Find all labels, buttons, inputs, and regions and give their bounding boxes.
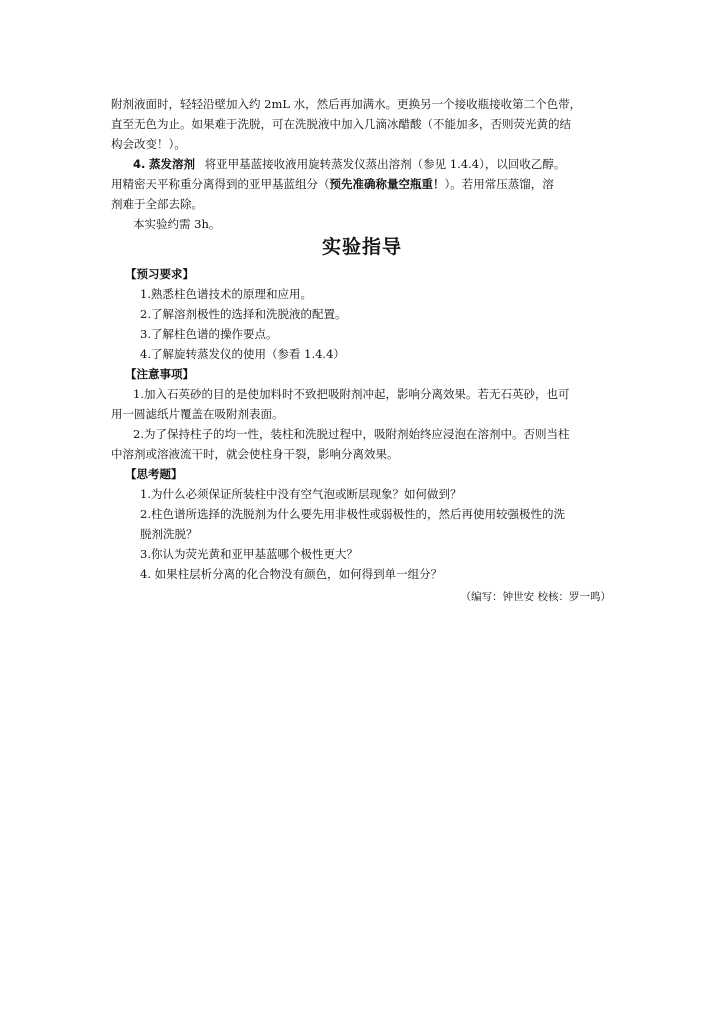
author-signature: （编写：钟世安 校核：罗一鸣） <box>460 591 611 603</box>
line-5-post: ）。若用常压蒸馏，溶 <box>444 177 554 191</box>
question-2: 2.柱色谱所选择的洗脱剂为什么要先用非极性或弱极性的，然后再使用较强极性的洗 <box>140 507 565 521</box>
questions-heading: 【思考题】 <box>125 467 183 481</box>
line-5-emphasis: 预先准确称量空瓶重！ <box>329 177 445 191</box>
notes-line-4: 中溶剂或溶液流干时，就会使柱身干裂，影响分离效果。 <box>111 447 399 461</box>
question-3: 3.你认为荧光黄和亚甲基蓝哪个极性更大？ <box>140 547 358 561</box>
intro-line-6: 剂难于全部去除。 <box>111 197 203 211</box>
intro-line-1: 附剂液面时，轻轻沿壁加入约 2mL 水，然后再加满水。更换另一个接收瓶接收第二个色带， <box>111 97 582 111</box>
question-1: 1.为什么必须保证所装柱中没有空气泡或断层现象？如何做到？ <box>140 487 462 501</box>
step-4-number: 4. <box>133 157 146 171</box>
step-4-text: 将亚甲基蓝接收液用旋转蒸发仪蒸出溶剂（参见 1.4.4），以回收乙醇。 <box>204 157 566 171</box>
notes-line-2: 用一圆滤纸片覆盖在吸附剂表面。 <box>111 407 284 421</box>
step-4-heading: 蒸发溶剂 <box>149 157 196 171</box>
intro-paragraphs <box>111 94 629 234</box>
prep-item-4: 4.了解旋转蒸发仪的使用（参看 1.4.4） <box>140 347 345 361</box>
line-5-pre: 用精密天平称重分离得到的亚甲基蓝组分（ <box>111 177 330 191</box>
prep-heading: 【预习要求】 <box>125 267 194 281</box>
prep-item-2: 2.了解溶剂极性的选择和洗脱液的配置。 <box>140 307 347 321</box>
page-title: 实验指导 <box>321 236 402 258</box>
prep-section <box>111 264 629 584</box>
notes-line-1: 1.加入石英砂的目的是使加料时不致把吸附剂冲起，影响分离效果。若无石英砂，也可 <box>133 387 570 401</box>
notes-line-3: 2.为了保持柱子的均一性，装柱和洗脱过程中，吸附剂始终应浸泡在溶剂中。否则当柱 <box>133 427 570 441</box>
prep-item-3: 3.了解柱色谱的操作要点。 <box>140 327 278 341</box>
question-4: 4. 如果柱层析分离的化合物没有颜色，如何得到单一组分？ <box>140 567 443 581</box>
step-4-line <box>111 154 629 174</box>
question-2-cont: 脱剂洗脱？ <box>140 527 198 541</box>
notes-heading: 【注意事项】 <box>125 367 194 381</box>
intro-line-5 <box>111 174 629 194</box>
intro-line-2: 直至无色为止。如果难于洗脱，可在洗脱液中加入几滴冰醋酸（不能加多，否则荧光黄的结 <box>111 117 571 131</box>
prep-item-1: 1.熟悉柱色谱技术的原理和应用。 <box>140 287 312 301</box>
intro-line-3: 构会改变！）。 <box>111 137 186 151</box>
duration-note: 本实验约需 3h。 <box>133 217 221 231</box>
